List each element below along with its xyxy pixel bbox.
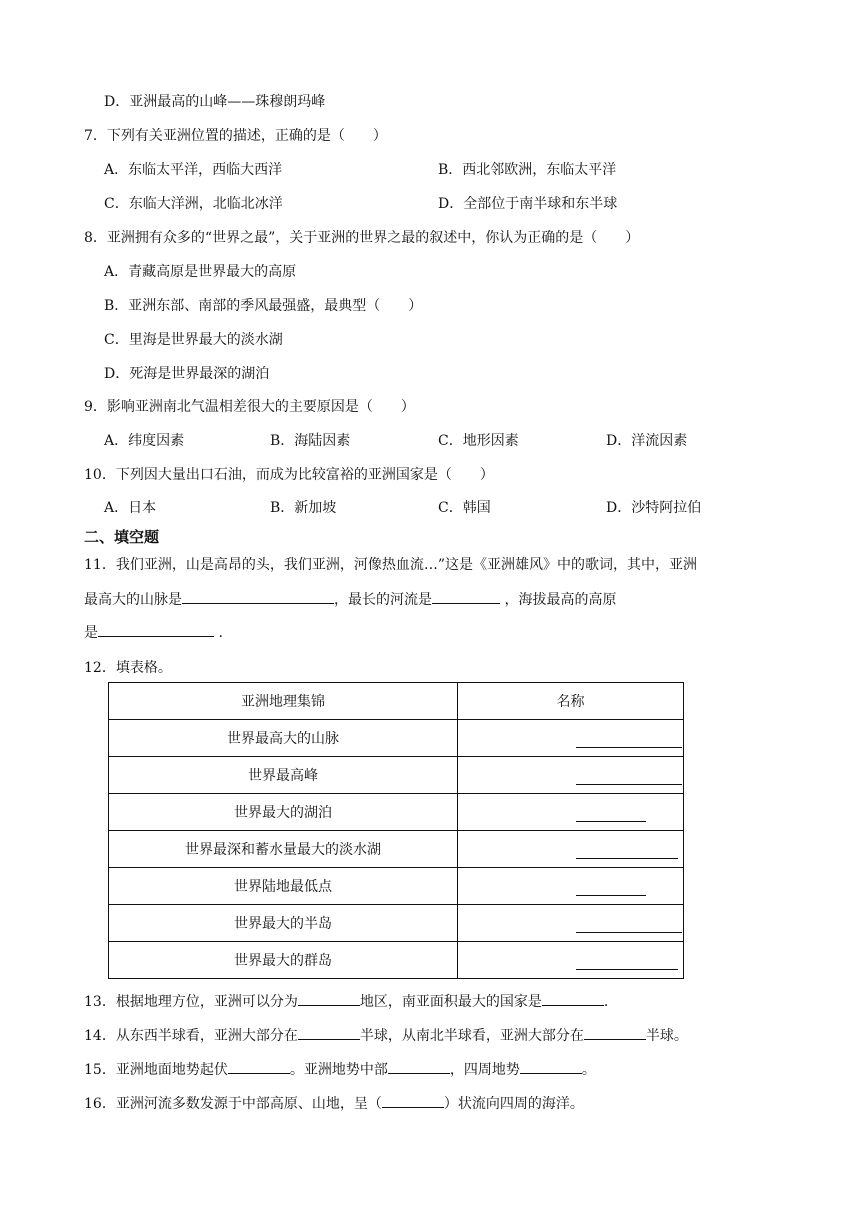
q9-option-b: B．海陆因素 (270, 433, 351, 449)
q11-text-e: . (218, 625, 223, 641)
q13-text-b: 地区，南亚面积最大的国家是 (359, 994, 542, 1010)
answer-blank[interactable] (576, 746, 682, 748)
q11-text-c: ，海拔最高的高原 (504, 592, 617, 608)
section-heading-fill-blank: 二、填空题 (84, 528, 160, 546)
q16-line (84, 1093, 584, 1114)
answer-blank[interactable] (576, 783, 682, 785)
q10-option-c: C．韩国 (438, 500, 491, 516)
q14-line (84, 1025, 688, 1046)
q14-text-c: 半球。 (645, 1028, 688, 1044)
table-row (109, 942, 684, 979)
q13-blank-regions[interactable] (298, 991, 360, 1006)
q15-line (84, 1059, 596, 1080)
q11-text-d: 是 (84, 625, 98, 641)
table-header-row (109, 683, 684, 720)
q11-blank-mountain[interactable] (182, 589, 334, 604)
q13-line (84, 991, 608, 1012)
table-answer-cell[interactable] (458, 720, 684, 757)
q15-blank-relief[interactable] (228, 1059, 290, 1074)
q8-option-d: D．死海是世界最深的湖泊 (104, 366, 270, 382)
table-row-label: 世界最深和蓄水量最大的淡水湖 (109, 831, 458, 868)
q6-option-d: D．亚洲最高的山峰——珠穆朗玛峰 (104, 94, 326, 110)
q15-text-c: ，四周地势 (449, 1062, 520, 1078)
table-answer-cell[interactable] (458, 942, 684, 979)
q8-option-a: A．青藏高原是世界最大的高原 (104, 264, 297, 280)
q14-blank-ew[interactable] (298, 1025, 360, 1040)
table-row (109, 905, 684, 942)
table-row-label: 世界最高峰 (109, 757, 458, 794)
q8-stem: 8．亚洲拥有众多的“世界之最”，关于亚洲的世界之最的叙述中，你认为正确的是（ ） (84, 230, 640, 246)
answer-blank[interactable] (576, 931, 682, 933)
q16-text-b: ）状流向四周的海洋。 (443, 1096, 584, 1112)
q10-option-b: B．新加坡 (270, 500, 337, 516)
q10-stem: 10．下列因大量出口石油，而成为比较富裕的亚洲国家是（ ） (84, 467, 494, 483)
table-row (109, 794, 684, 831)
q7-option-a: A．东临太平洋，西临大西洋 (104, 162, 283, 178)
q9-option-a: A．纬度因素 (104, 433, 185, 449)
q9-stem: 9．影响亚洲南北气温相差很大的主要原因是（ ） (84, 399, 415, 415)
table-row-label: 世界最高大的山脉 (109, 720, 458, 757)
q15-blank-edges[interactable] (520, 1059, 582, 1074)
table-row (109, 757, 684, 794)
q14-text-a: 14．从东西半球看，亚洲大部分在 (84, 1028, 298, 1044)
answer-blank[interactable] (576, 820, 646, 822)
q16-blank-pattern[interactable] (382, 1093, 444, 1108)
table-answer-cell[interactable] (458, 794, 684, 831)
answer-blank[interactable] (576, 968, 678, 970)
q7-option-d: D．全部位于南半球和东半球 (438, 196, 618, 212)
q7-stem: 7．下列有关亚洲位置的描述，正确的是（ ） (84, 128, 387, 144)
q11-text-b: ，最长的河流是 (334, 592, 432, 608)
q7-option-c: C．东临大洋洲，北临北冰洋 (104, 196, 283, 212)
q9-option-d: D．洋流因素 (606, 433, 688, 449)
table-answer-cell[interactable] (458, 831, 684, 868)
table-answer-cell[interactable] (458, 757, 684, 794)
q10-option-d: D．沙特阿拉伯 (606, 500, 702, 516)
table-row-label: 世界最大的半岛 (109, 905, 458, 942)
q11-text-a: 最高大的山脉是 (84, 592, 182, 608)
table-answer-cell[interactable] (458, 905, 684, 942)
q7-option-b: B．西北邻欧洲，东临太平洋 (438, 162, 617, 178)
q8-option-b: B．亚洲东部、南部的季风最强盛，最典型（ ） (104, 298, 423, 314)
q11-line2 (84, 589, 616, 610)
q9-option-c: C．地形因素 (438, 433, 519, 449)
q12-stem: 12．填表格。 (84, 660, 172, 676)
table-row (109, 720, 684, 757)
q13-blank-country[interactable] (542, 991, 604, 1006)
q15-blank-center[interactable] (388, 1059, 450, 1074)
table-row-label: 世界最大的湖泊 (109, 794, 458, 831)
table-row-label: 世界最大的群岛 (109, 942, 458, 979)
answer-blank[interactable] (576, 894, 646, 896)
q15-text-d: 。 (581, 1062, 596, 1078)
q13-text-a: 13．根据地理方位，亚洲可以分为 (84, 994, 298, 1010)
q11-blank-river[interactable] (432, 589, 500, 604)
q10-option-a: A．日本 (104, 500, 157, 516)
table-header-topic: 亚洲地理集锦 (109, 683, 458, 720)
answer-blank[interactable] (576, 857, 678, 859)
q11-line3 (84, 622, 223, 643)
q11-line1: 11．我们亚洲，山是高昂的头，我们亚洲，河像热血流…”这是《亚洲雄风》中的歌词，其中，亚洲 (84, 557, 697, 573)
q15-text-a: 15．亚洲地面地势起伏 (84, 1062, 228, 1078)
q13-text-c: . (603, 994, 609, 1010)
q11-blank-plateau[interactable] (98, 622, 214, 637)
q16-text-a: 16．亚洲河流多数发源于中部高原、山地，呈（ (84, 1096, 382, 1112)
table-answer-cell[interactable] (458, 868, 684, 905)
q14-text-b: 半球，从南北半球看，亚洲大部分在 (359, 1028, 584, 1044)
q15-text-b: 。亚洲地势中部 (289, 1062, 388, 1078)
table-row-label: 世界陆地最低点 (109, 868, 458, 905)
q8-option-c: C．里海是世界最大的淡水湖 (104, 332, 283, 348)
table-row (109, 868, 684, 905)
table-header-name: 名称 (458, 683, 684, 720)
q12-table (108, 682, 684, 979)
q14-blank-ns[interactable] (584, 1025, 646, 1040)
table-row (109, 831, 684, 868)
